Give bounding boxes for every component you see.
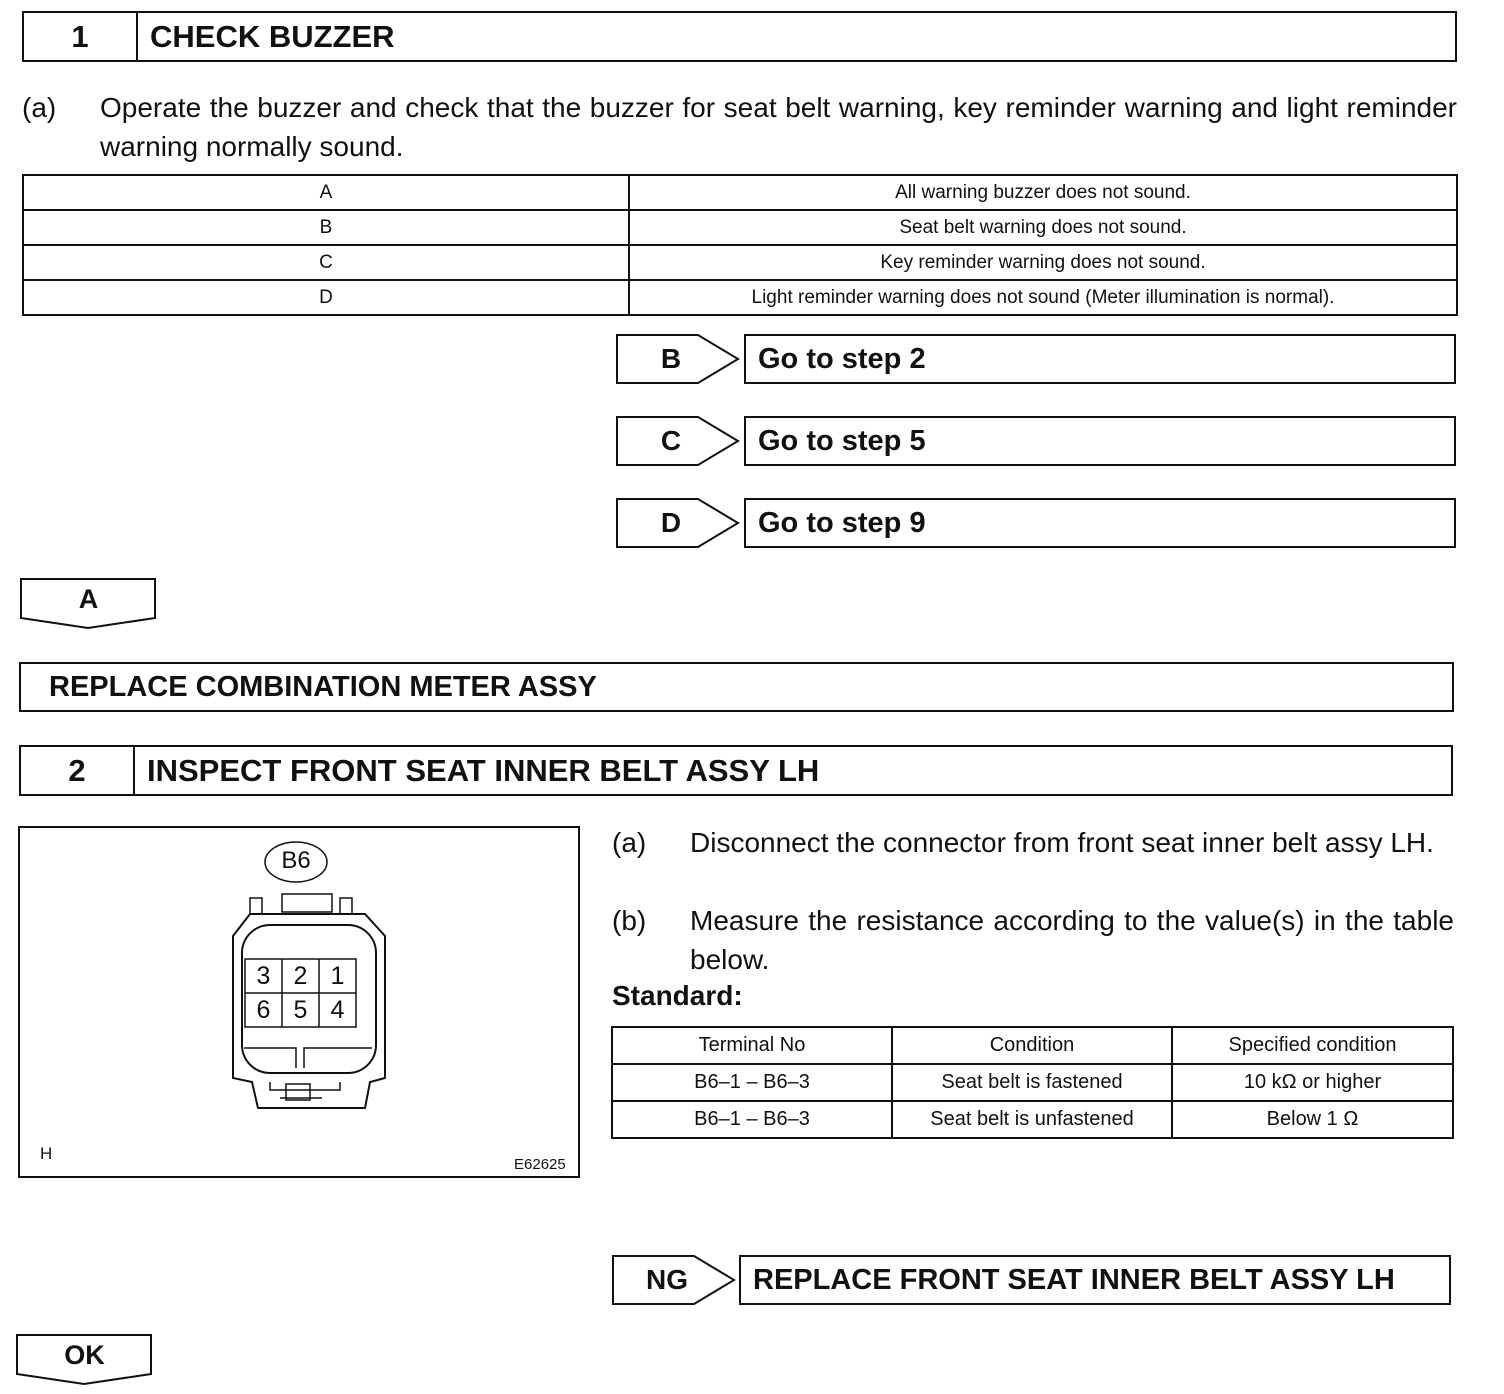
- branch-c: [616, 416, 1456, 466]
- column-header: Specified condition: [1172, 1027, 1453, 1064]
- specified-condition-cell: Below 1 Ω: [1172, 1101, 1453, 1138]
- condition-cell: Seat belt is unfastened: [892, 1101, 1172, 1138]
- standard-label: Standard:: [612, 980, 743, 1011]
- result-description: Key reminder warning does not sound.: [629, 245, 1457, 280]
- column-header: Condition: [892, 1027, 1172, 1064]
- terminal-cell: B6–1 – B6–3: [612, 1064, 892, 1101]
- table-row: [612, 1064, 1453, 1101]
- branch-action: REPLACE FRONT SEAT INNER BELT ASSY LH: [739, 1255, 1451, 1305]
- branch-ng: [612, 1255, 1452, 1305]
- column-header: Terminal No: [612, 1027, 892, 1064]
- tab-label: OK: [64, 1340, 105, 1370]
- step-2-header: [19, 745, 1453, 796]
- table-row: [23, 175, 1457, 210]
- result-code: A: [23, 175, 629, 210]
- pin-label: 6: [256, 996, 271, 1024]
- step-1-header: [22, 11, 1457, 62]
- connector-label: B6: [281, 847, 311, 874]
- instruction-label: (a): [612, 827, 647, 858]
- branch-b: [616, 334, 1456, 384]
- tab-label: A: [78, 584, 99, 614]
- figure-code: E62625: [514, 1156, 566, 1173]
- condition-cell: Seat belt is fastened: [892, 1064, 1172, 1101]
- replace-meter-action: REPLACE COMBINATION METER ASSY: [19, 662, 1454, 712]
- instruction-text: Measure the resistance according to the value(s) in the table below.: [690, 905, 1454, 975]
- figure-corner-mark: H: [40, 1144, 53, 1163]
- branch-code: B: [660, 343, 682, 374]
- branch-code: C: [660, 425, 682, 456]
- step-number: 1: [24, 13, 138, 60]
- result-table: [22, 174, 1458, 316]
- instruction-label: (b): [612, 905, 647, 936]
- branch-action: Go to step 2: [744, 334, 1456, 384]
- step-title: CHECK BUZZER: [150, 18, 395, 54]
- pin-label: 3: [256, 962, 271, 990]
- table-row: [23, 210, 1457, 245]
- pin-label: 5: [293, 996, 308, 1024]
- standard-table: [611, 1026, 1454, 1139]
- continue-tab-ok: [16, 1334, 153, 1386]
- instruction-text: Operate the buzzer and check that the buzzer for seat belt warning, key reminder warning and light reminder warning normally sound.: [100, 92, 1457, 162]
- instruction-label: (a): [22, 92, 57, 123]
- table-header-row: [612, 1027, 1453, 1064]
- step-2-instruction-b: [612, 901, 1454, 981]
- step-number: 2: [21, 747, 135, 794]
- table-row: [612, 1101, 1453, 1138]
- continue-tab-a: [20, 578, 157, 630]
- result-code: D: [23, 280, 629, 315]
- instruction-text: Disconnect the connector from front seat inner belt assy LH.: [690, 827, 1434, 858]
- pin-label: 4: [330, 996, 345, 1024]
- pin-label: 1: [330, 962, 345, 990]
- branch-d: [616, 498, 1456, 548]
- result-description: All warning buzzer does not sound.: [629, 175, 1457, 210]
- table-row: [23, 245, 1457, 280]
- branch-action: Go to step 5: [744, 416, 1456, 466]
- step-title: INSPECT FRONT SEAT INNER BELT ASSY LH: [147, 752, 820, 788]
- table-row: [23, 280, 1457, 315]
- branch-code: NG: [646, 1264, 688, 1295]
- result-code: C: [23, 245, 629, 280]
- terminal-cell: B6–1 – B6–3: [612, 1101, 892, 1138]
- connector-figure: [18, 826, 580, 1178]
- result-description: Seat belt warning does not sound.: [629, 210, 1457, 245]
- step-2-instruction-a: [612, 823, 1454, 903]
- pin-label: 2: [293, 962, 308, 990]
- specified-condition-cell: 10 kΩ or higher: [1172, 1064, 1453, 1101]
- branch-code: D: [660, 507, 682, 538]
- branch-action: Go to step 9: [744, 498, 1456, 548]
- result-description: Light reminder warning does not sound (Meter illumination is normal).: [629, 280, 1457, 315]
- result-code: B: [23, 210, 629, 245]
- step-1-instruction: [22, 88, 1457, 168]
